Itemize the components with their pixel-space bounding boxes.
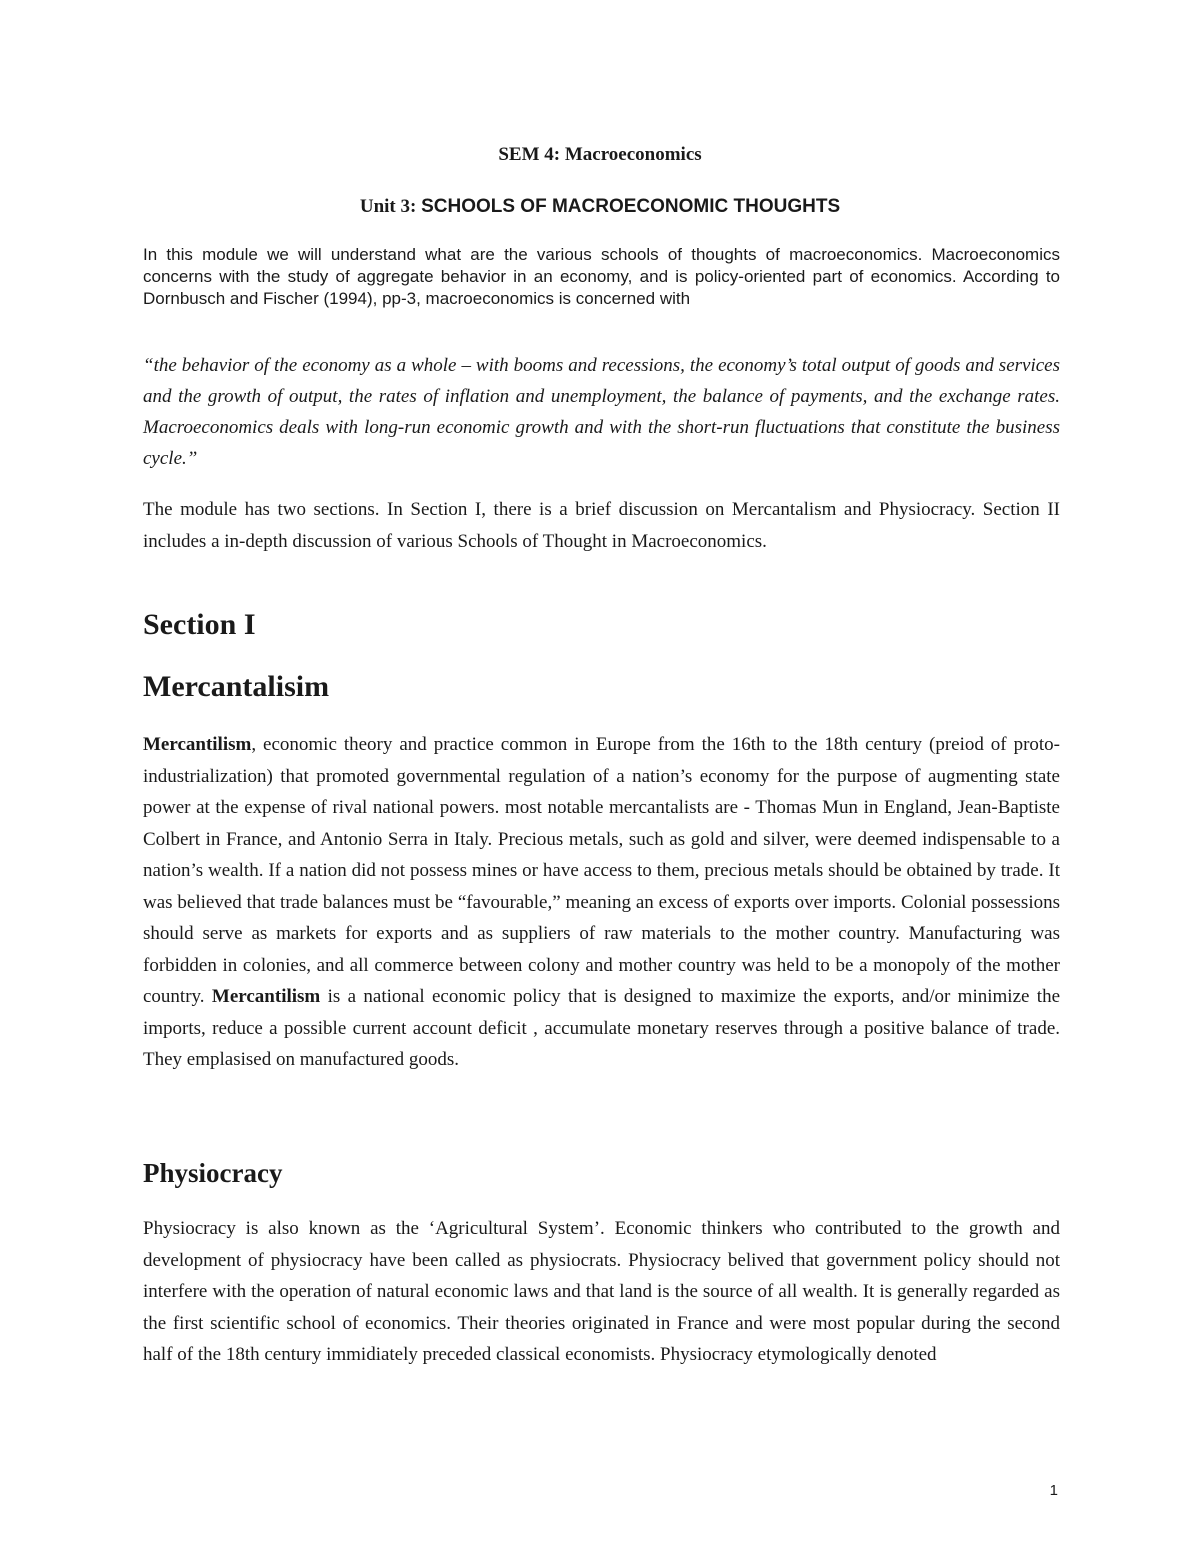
mercantilism-term: Mercantilism [143,734,252,755]
section-heading: Section I [143,608,256,641]
unit-title-prefix: Unit 3: [359,196,422,217]
mercantalism-heading: Mercantalisim [143,670,330,703]
physiocracy-block [143,1213,1060,1371]
quote-block [143,350,1060,474]
unit-title-main: SCHOOLS OF MACROECONOMIC THOUGHTS [421,196,841,217]
page-number: 1 [1049,1482,1058,1499]
dornbusch-fischer-quote: “the behavior of the economy as a whole – with booms and recessions, the economy’s total output of goods and services and the growth of output, the rates of inflation and unemployment, the balance of payments, and the exchange rates. Macroeconomics deals with long-run economic growth and with the short-run fluctuations that constitute the business cycle.” [143,355,1060,469]
sections-overview-paragraph: The module has two sections. In Section I, there is a brief discussion on Mercantalism and Physiocracy. Section II includes a in-depth discussion of various Schools of Thought in Macroeconomics. [143,499,1060,552]
intro-block [143,244,1060,310]
mercantalism-text-1: , economic theory and practice common in Europe from the 16th to the 18th century (preiod of proto-industrialization) that promoted governmental regulation of a nation’s economy for the purpose of augmenting state power at the expense of rival national powers. most notable mercantalists are - Thomas Mun in England, Jean-Baptiste Colbert in France, and Antonio Serra in Italy. Precious metals, such as gold and silver, were deemed indispensable to a nation’s wealth. If a nation did not possess mines or have access to them, precious metals should be obtained by trade. It was believed that trade balances must be “favourable,” meaning an excess of exports over imports. Colonial possessions should serve as markets for exports and as suppliers of raw materials to the mother country. Manufacturing was forbidden in colonies, and all commerce between colony and mother country was held to be a monopoly of the mother country. [143,734,1060,1007]
unit-title [0,196,1200,218]
physiocracy-heading: Physiocracy [143,1158,283,1188]
mercantalism-paragraph [143,729,1060,1076]
course-title: SEM 4: Macroeconomics [498,144,702,165]
mercantalism-text-2: is a national economic policy that is designed to maximize the exports, and/or minimize the imports, reduce a possible current account deficit , accumulate monetary reserves through a positive balance of trade. They emplasised on manufactured goods. [143,986,1060,1070]
intro-paragraph: In this module we will understand what are the various schools of thoughts of macroeconomics. Macroeconomics concerns with the study of aggregate behavior in an economy, and is policy-oriented part of economics. According to Dornbusch and Fischer (1994), pp-3, macroeconomics is concerned with [143,245,1060,308]
mercantilism-term-2: Mercantilism [211,986,321,1007]
physiocracy-paragraph: Physiocracy is also known as the ‘Agricultural System’. Economic thinkers who contributed to the growth and development of physiocracy have been called as physiocrats. Physiocracy belived that government policy should not interfere with the operation of natural economic laws and that land is the source of all wealth. It is generally regarded as the first scientific school of economics. Their theories originated in France and were most popular during the second half of the 18th century immidiately preceded classical economists. Physiocracy etymologically denoted [143,1218,1060,1365]
mercantalism-block [143,729,1060,1076]
sections-overview [143,494,1060,557]
